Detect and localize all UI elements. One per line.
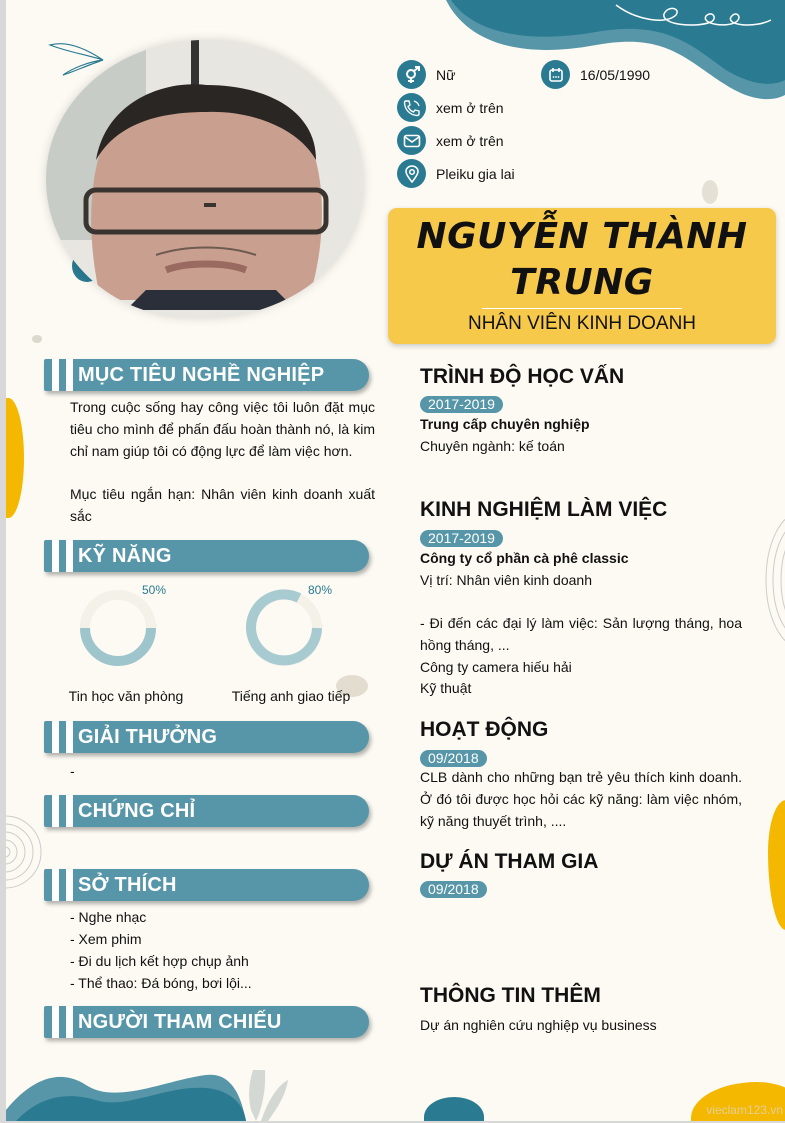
birthday-value: 16/05/1990 — [580, 66, 651, 83]
section-header-references: NGƯỜI THAM CHIẾU — [44, 1006, 369, 1038]
bottom-teal-dome-decoration — [424, 1097, 484, 1121]
phone-value[interactable]: xem ở trên — [436, 99, 504, 116]
bottom-left-wave-decoration — [6, 1070, 386, 1121]
hobbies-list — [70, 906, 375, 994]
hobby-item: - Đi du lịch kết hợp chụp ảnh — [70, 953, 249, 969]
concentric-circles-right-decoration — [761, 510, 785, 650]
yellow-right-blob-decoration — [768, 800, 785, 930]
section-header-certificates: CHỨNG CHỈ — [44, 795, 369, 827]
experience-period-badge: 2017-2019 — [420, 530, 503, 547]
section-header-hobbies: SỞ THÍCH — [44, 869, 369, 901]
skill-percent-english: 80% — [308, 583, 333, 597]
section-title-experience: KINH NGHIỆM LÀM VIỆC — [420, 498, 668, 521]
projects-period-badge: 09/2018 — [420, 881, 487, 898]
hobby-item: - Xem phim — [70, 931, 142, 947]
activities-period-badge: 09/2018 — [420, 750, 487, 767]
experience-detail: - Đi đến các đại lý làm việc: Sản lượng tháng, hoa hồng tháng, ... — [420, 615, 742, 653]
education-school: Trung cấp chuyên nghiệp — [420, 416, 590, 432]
contact-email — [397, 126, 504, 155]
section-title-more-info: THÔNG TIN THÊM — [420, 984, 601, 1007]
gender-icon — [397, 60, 426, 89]
calendar-icon — [541, 60, 570, 89]
section-title-activities: HOẠT ĐỘNG — [420, 718, 549, 741]
contact-birthday — [541, 60, 650, 89]
hobby-item: - Nghe nhạc — [70, 909, 147, 925]
skill-ring-office — [78, 588, 168, 670]
section-title-education: TRÌNH ĐỘ HỌC VẤN — [420, 365, 625, 388]
contact-phone — [397, 93, 504, 122]
full-name-line1: NGUYỄN THÀNH — [416, 216, 748, 257]
profile-photo — [46, 40, 364, 318]
grey-dot-decoration — [32, 335, 42, 343]
job-title: NHÂN VIÊN KINH DOANH — [467, 313, 697, 334]
objective-text: Trong cuộc sống hay công việc tôi luôn đặt mục tiêu cho mình để phấn đấu hoàn thành nó, là kim chỉ nam giúp tôi có động lực để làm việc hơn. — [70, 399, 375, 459]
contact-address — [397, 159, 515, 188]
objective-short-term: Mục tiêu ngắn hạn: Nhân viên kinh doanh xuất sắc — [70, 486, 375, 524]
skill-label-english: Tiếng anh giao tiếp — [231, 688, 351, 704]
section-header-skills: KỸ NĂNG — [44, 540, 369, 572]
gender-value: Nữ — [436, 66, 456, 83]
skill-label-office: Tin học văn phòng — [68, 688, 184, 704]
skill-ring-english — [244, 588, 334, 670]
education-major: Chuyên ngành: kế toán — [420, 438, 565, 454]
address-value: Pleiku gia lai — [436, 165, 515, 182]
section-header-objective: MỤC TIÊU NGHỀ NGHIỆP — [44, 359, 369, 391]
education-period-badge: 2017-2019 — [420, 396, 503, 413]
experience-position-2: Kỹ thuật — [420, 680, 472, 696]
phone-icon — [397, 93, 426, 122]
portrait-image — [46, 40, 364, 318]
contact-gender — [397, 60, 455, 89]
awards-text: - — [70, 763, 75, 779]
more-info-text: Dự án nghiên cứu nghiệp vụ business — [420, 1017, 657, 1033]
full-name-line2: TRUNG — [510, 262, 654, 303]
cv-page — [6, 0, 785, 1121]
skill-percent-office: 50% — [142, 583, 167, 597]
concentric-circles-left-decoration — [6, 812, 45, 892]
location-icon — [397, 159, 426, 188]
experience-position: Vị trí: Nhân viên kinh doanh — [420, 572, 592, 588]
watermark: vieclam123.vn — [706, 1103, 783, 1117]
section-title-projects: DỰ ÁN THAM GIA — [420, 850, 599, 873]
email-value[interactable]: xem ở trên — [436, 132, 504, 149]
mail-icon — [397, 126, 426, 155]
yellow-left-blob-decoration — [6, 398, 24, 518]
name-card — [388, 208, 776, 344]
section-header-awards: GIẢI THƯỞNG — [44, 721, 369, 753]
experience-company: Công ty cổ phần cà phê classic — [420, 550, 629, 566]
hobby-item: - Thể thao: Đá bóng, bơi lội... — [70, 975, 252, 991]
activities-text: CLB dành cho những bạn trẻ yêu thích kinh doanh. Ở đó tôi được học hỏi các kỹ năng: làm việc nhóm, kỹ năng thuyết trình, .... — [420, 769, 742, 829]
name-divider — [482, 308, 682, 309]
grey-pebble-decoration — [702, 180, 718, 204]
experience-company-2: Công ty camera hiếu hải — [420, 659, 572, 675]
